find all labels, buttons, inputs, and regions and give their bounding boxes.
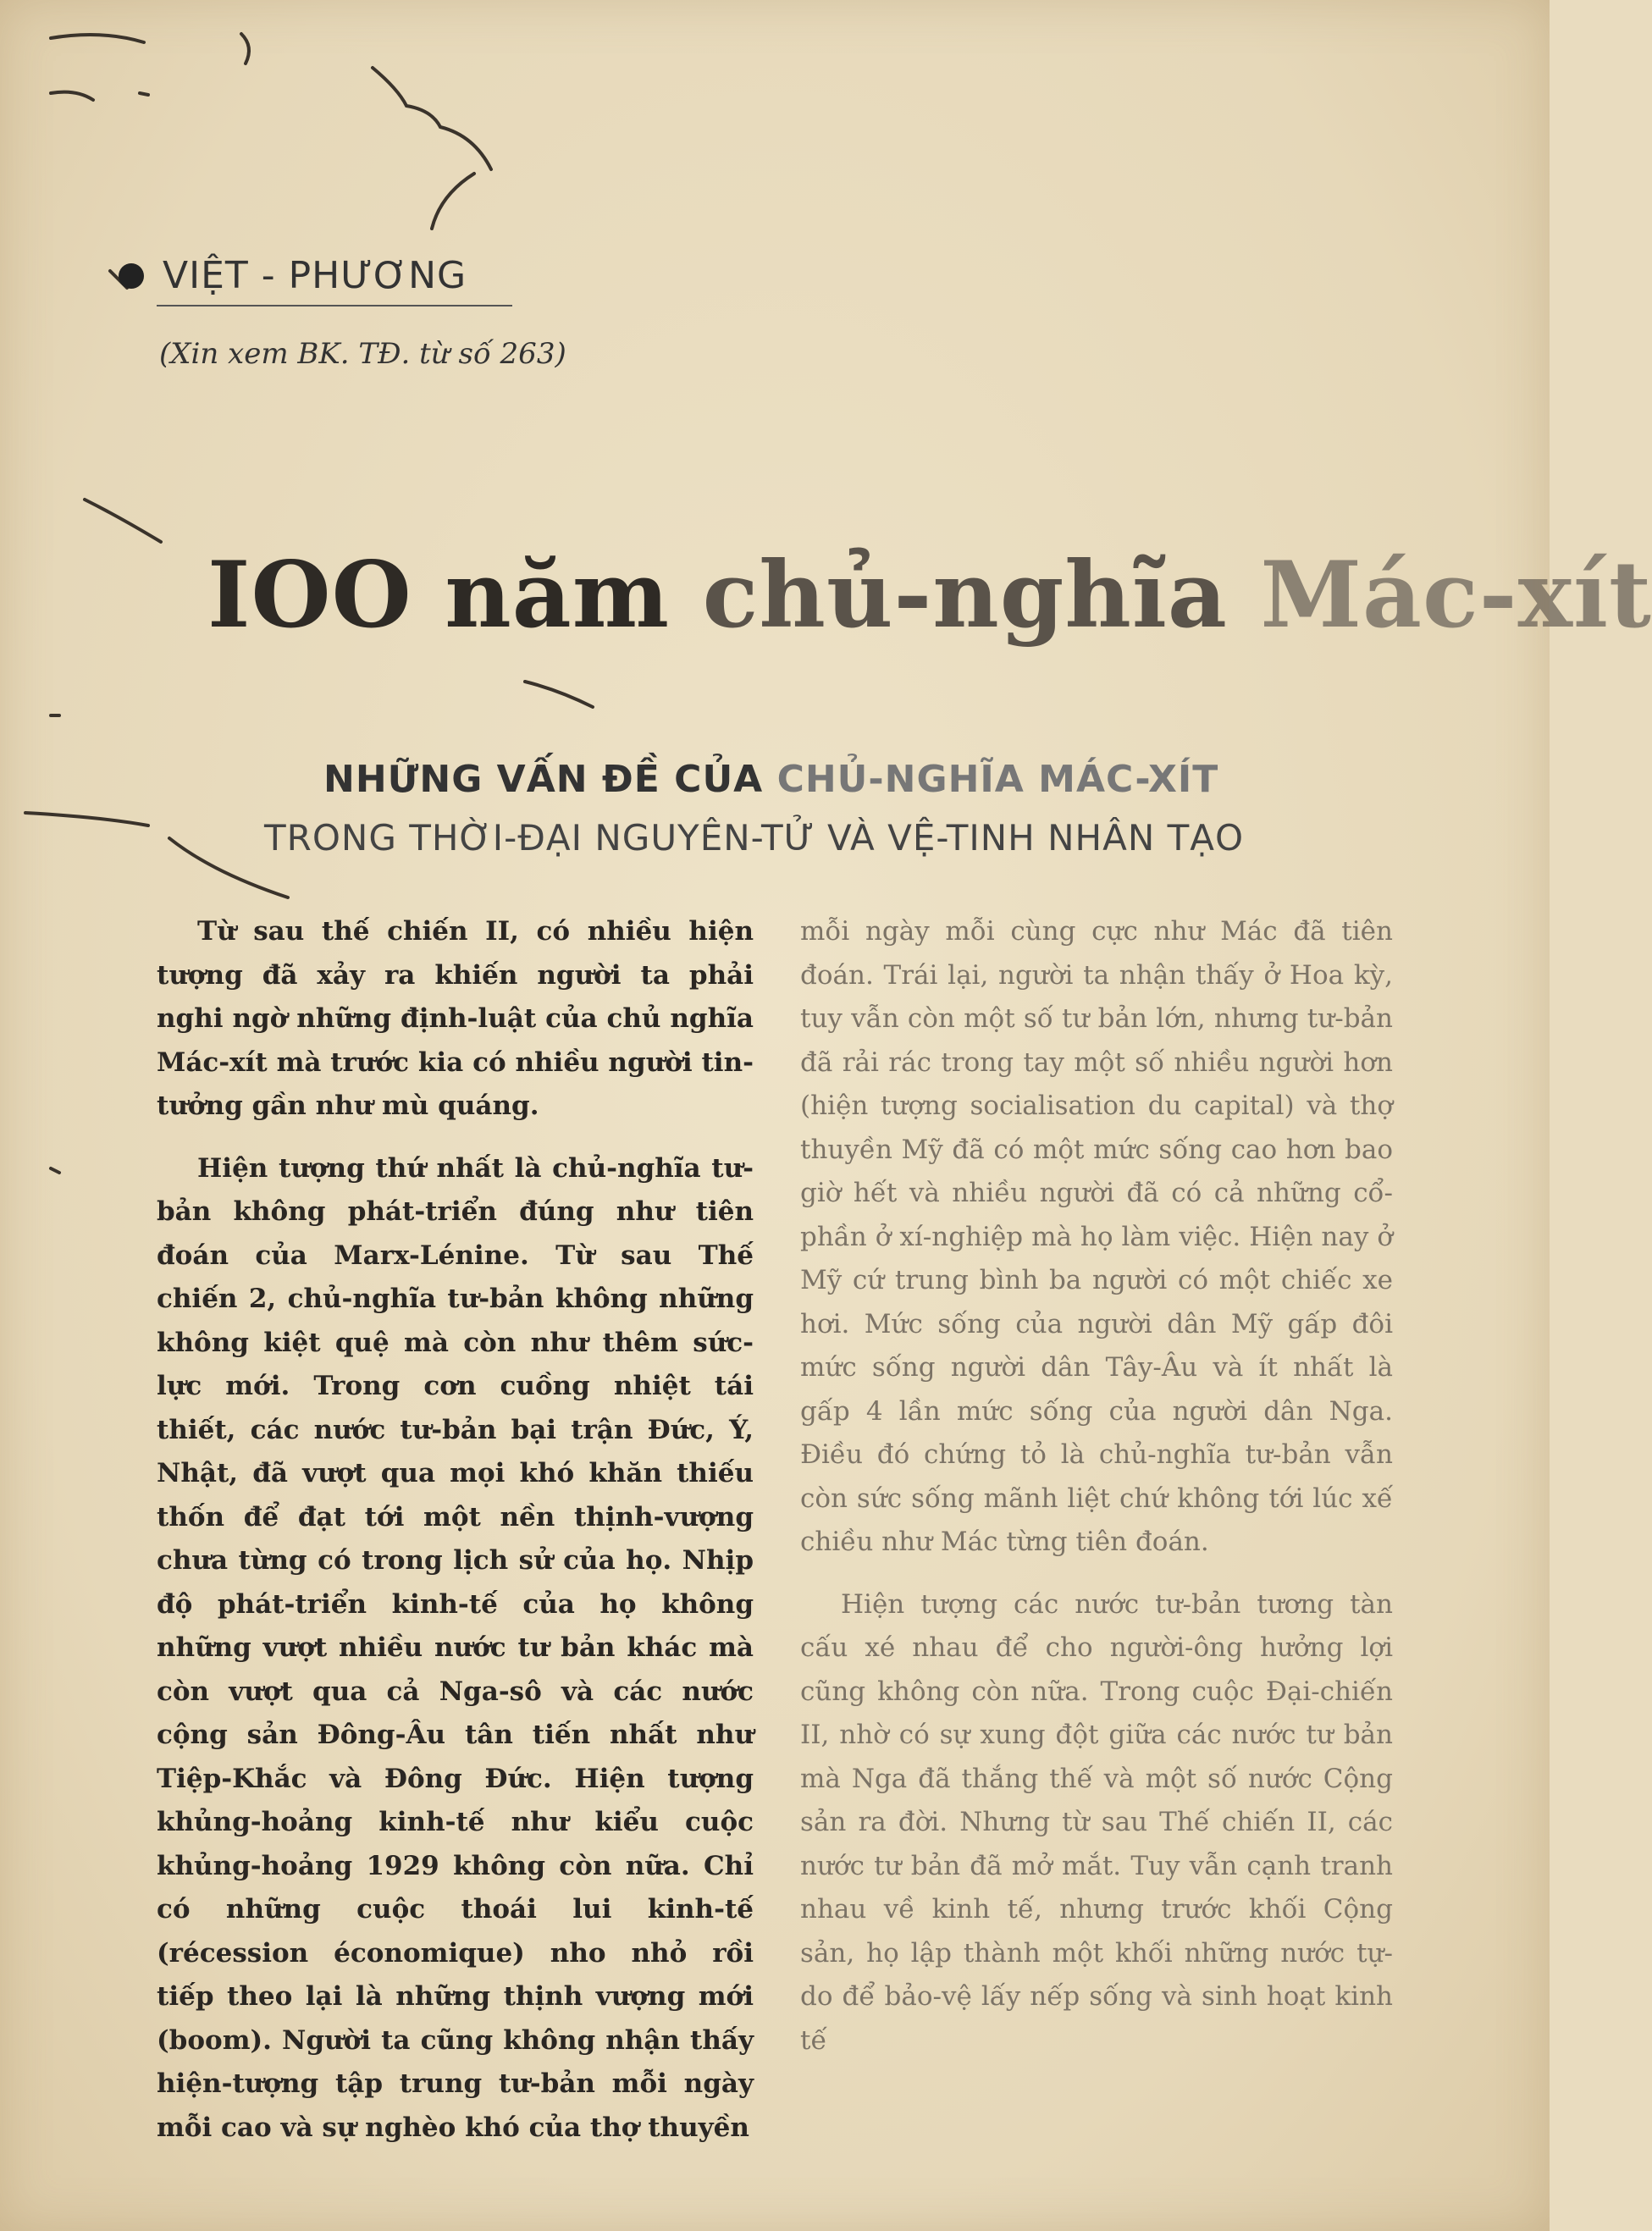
right-column [800, 910, 1393, 2081]
bullet-icon [119, 263, 144, 289]
title-part-2: chủ-nghĩa [702, 542, 1228, 649]
subtitle-line-2: TRONG THỜI-ĐẠI NGUYÊN-TỬ VÀ VỆ-TINH NHÂN TẠO [264, 817, 1245, 859]
subtitle-line-1 [323, 758, 1218, 801]
left-column [157, 910, 754, 2168]
title-part-1: IOO năm [207, 542, 671, 649]
source-note: (Xin xem BK. TĐ. từ số 263) [159, 337, 566, 371]
right-paragraph-1: mỗi ngày mỗi cùng cực như Mác đã tiên đoán. Trái lại, người ta nhận thấy ở Hoa kỳ, tuy vẫn còn một số tư bản lớn, nhưng tư-bản đã rải rác trong tay một số nhiều người hơn (hiện tượng socialisation du capital) và thợ thuyền Mỹ đã có một mức sống cao hơn bao giờ hết và nhiều người đã có cả những cổ-phần ở xí-nghiệp mà họ làm việc. Hiện nay ở Mỹ cứ trung bình ba người có một chiếc xe hơi. Mức sống của người dân Mỹ gấp đôi mức sống người dân Tây-Âu và ít nhất là gấp 4 lần mức sống của người dân Nga. Điều đó chứng tỏ là chủ-nghĩa tư-bản vẫn còn sức sống mãnh liệt chứ không tới lúc xế chiều như Mác từng tiên đoán. [800, 916, 1393, 1557]
left-paragraph-2: Hiện tượng thứ nhất là chủ-nghĩa tư-bản không phát-triển đúng như tiên đoán của Marx-Lénine. Từ sau Thế chiến 2, chủ-nghĩa tư-bản không những không kiệt quệ mà còn như thêm sức-lực mới. Trong cơn cuồng nhiệt tái thiết, các nước tư-bản bại trận Đức, Ý, Nhật, đã vượt qua mọi khó khăn thiếu thốn để đạt tới một nền thịnh-vượng chưa từng có trong lịch sử của họ. Nhịp độ phát-triển kinh-tế của họ không những vượt nhiều nước tư bản khác mà còn vượt qua cả Nga-sô và các nước cộng sản Đông-Âu tân tiến nhất như Tiệp-Khắc và Đông Đức. Hiện tượng khủng-hoảng kinh-tế như kiểu cuộc khủng-hoảng 1929 không còn nữa. Chỉ có những cuộc thoái lui kinh-tế (récession économique) nho nhỏ rồi tiếp theo lại là những thịnh vượng mới (boom). Người ta cũng không nhận thấy hiện-tượng tập trung tư-bản mỗi ngày mỗi cao và sự nghèo khó của thợ thuyền [157, 1152, 754, 2143]
author-byline [119, 254, 467, 297]
left-paragraph-1: Từ sau thế chiến II, có nhiều hiện tượng đã xảy ra khiến người ta phải nghi ngờ những định-luật của chủ nghĩa Mác-xít mà trước kia có nhiều người tin-tưởng gần như mù quáng. [157, 916, 754, 1121]
subtitle-line-1-a: NHỮNG VẤN ĐỀ CỦA [323, 758, 764, 801]
author-name: VIỆT - PHƯƠNG [163, 254, 467, 297]
right-paragraph-2: Hiện tượng các nước tư-bản tương tàn cấu xé nhau để cho người-ông hưởng lợi cũng không còn nữa. Trong cuộc Đại-chiến II, nhờ có sự xung đột giữa các nước tư bản mà Nga đã thắng thế và một số nước Cộng sản ra đời. Nhưng từ sau Thế chiến II, các nước tư bản đã mở mắt. Tuy vẫn cạnh tranh nhau về kinh tế, nhưng trước khối Cộng sản, họ lập thành một khối những nước tự-do để bảo-vệ lấy nếp sống và sinh hoạt kinh tế [800, 1588, 1393, 2056]
title-part-3: Mác-xít [1260, 542, 1652, 649]
author-underline [157, 305, 512, 306]
article-title [207, 542, 1652, 649]
subtitle-line-1-b: CHỦ-NGHĨA MÁC-XÍT [776, 758, 1219, 801]
